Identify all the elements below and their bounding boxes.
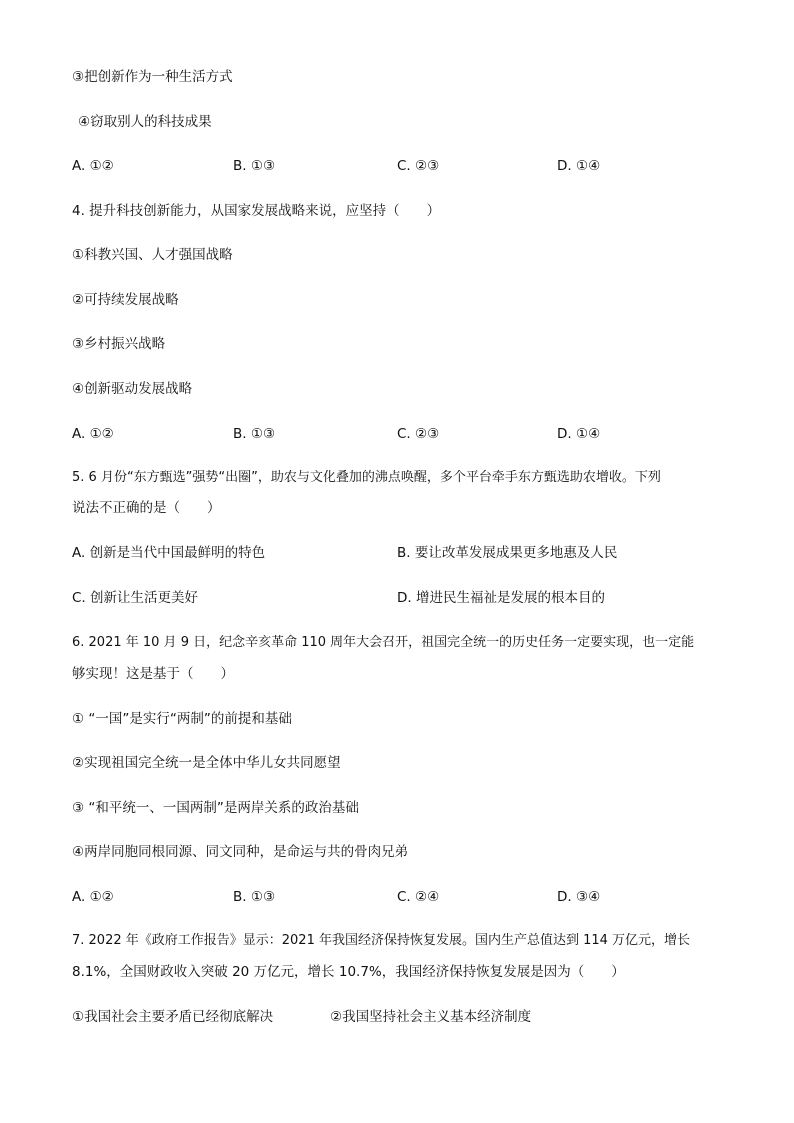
q6-option-c: C. ②④ (397, 889, 440, 905)
q6-item-2: ②实现祖国完全统一是全体中华儿女共同愿望 (72, 755, 341, 771)
q4-option-d: D. ①④ (557, 426, 601, 442)
q4-item-4: ④创新驱动发展战略 (72, 381, 193, 397)
q6-stem-line-2: 够实现！这是基于（ ） (72, 666, 234, 682)
q5-option-c: C. 创新让生活更美好 (72, 590, 199, 606)
q5-option-a: A. 创新是当代中国最鲜明的特色 (72, 545, 266, 561)
q4-option-c: C. ②③ (397, 426, 440, 442)
q4-option-b: B. ①③ (233, 426, 276, 442)
q3-option-c: C. ②③ (397, 158, 440, 174)
q6-item-4: ④两岸同胞同根同源、同文同种，是命运与共的骨肉兄弟 (72, 844, 409, 860)
q4-item-1: ①科教兴国、人才强国战略 (72, 247, 233, 263)
q7-item-1: ①我国社会主要矛盾已经彻底解决 (72, 1009, 274, 1025)
q6-option-b: B. ①③ (233, 889, 276, 905)
q5-option-b: B. 要让改革发展成果更多地惠及人民 (397, 545, 618, 561)
q3-option-a: A. ①② (72, 158, 114, 174)
q3-option-b: B. ①③ (233, 158, 276, 174)
q5-option-d: D. 增进民生福祉是发展的根本目的 (397, 590, 605, 606)
q7-stem-line-2: 8.1%，全国财政收入突破 20 万亿元，增长 10.7%，我国经济保持恢复发展是因为（ ） (72, 964, 625, 980)
q6-item-3: ③ “和平统一、一国两制”是两岸关系的政治基础 (72, 800, 359, 816)
q4-item-2: ②可持续发展战略 (72, 292, 179, 308)
q7-stem-line-1: 7. 2022 年《政府工作报告》显示：2021 年我国经济保持恢复发展。国内生产总值达到 114 万亿元，增长 (72, 933, 691, 948)
q4-stem: 4. 提升科技创新能力，从国家发展战略来说，应坚持（ ） (72, 203, 441, 219)
q6-item-1: ① “一国”是实行“两制”的前提和基础 (72, 711, 292, 727)
q4-item-3: ③乡村振兴战略 (72, 336, 166, 352)
q5-stem-line-2: 说法不正确的是（ ） (72, 500, 221, 516)
q6-option-d: D. ③④ (557, 889, 601, 905)
q6-option-a: A. ①② (72, 889, 114, 905)
q4-option-a: A. ①② (72, 426, 114, 442)
q3-item-3: ③把创新作为一种生活方式 (72, 69, 233, 85)
q3-option-d: D. ①④ (557, 158, 601, 174)
q7-item-2: ②我国坚持社会主义基本经济制度 (330, 1009, 532, 1025)
q3-item-4: ④窃取别人的科技成果 (78, 114, 212, 130)
q5-stem-line-1: 5. 6 月份“东方甄选”强势“出圈”，助农与文化叠加的沸点唤醒，多个平台牵手东方甄选助农增收。下列 (72, 470, 661, 485)
q6-stem-line-1: 6. 2021 年 10 月 9 日，纪念辛亥革命 110 周年大会召开，祖国完全统一的历史任务一定要实现，也一定能 (72, 635, 695, 650)
